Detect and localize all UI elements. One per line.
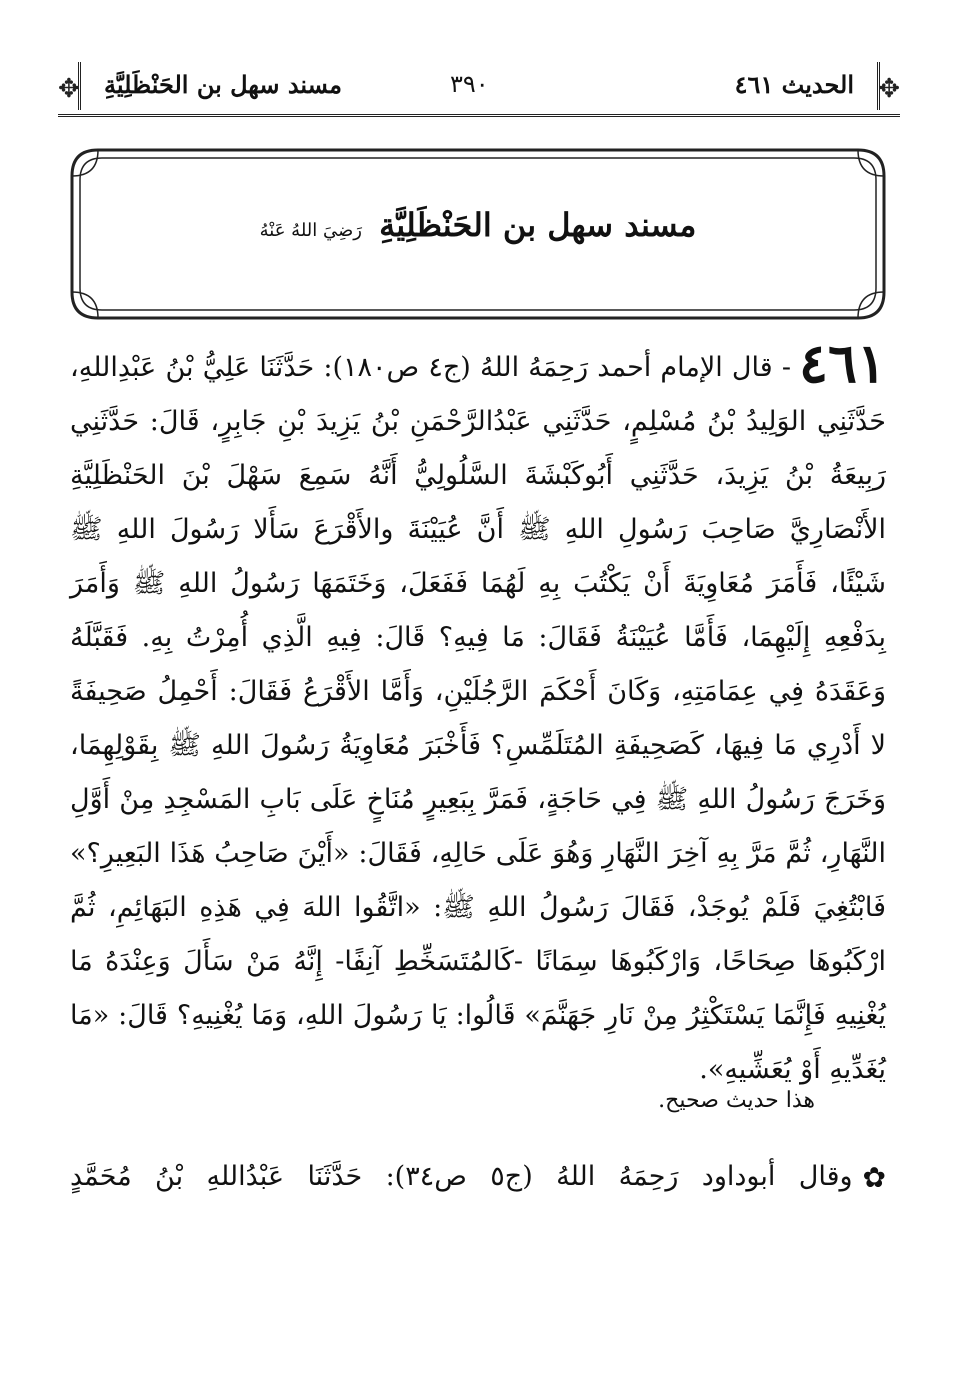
ornament-left-icon: ✥: [58, 74, 80, 104]
running-header: [58, 62, 900, 117]
hadith-number: ٤٦١: [798, 331, 886, 395]
next-hadith-text: وقال أبوداود رَحِمَهُ اللهُ (ج٥ ص٣٤): حَدَّثَنَا عَبْدُاللهِ بْنُ مُحَمَّدٍ: [70, 1161, 853, 1192]
ornament-right-icon: ✥: [878, 74, 900, 104]
flower-icon: ✿: [862, 1161, 886, 1194]
hadith-dash: -: [781, 352, 791, 383]
title-frame: [68, 146, 888, 322]
hadith-text: قال الإمام أحمد رَحِمَهُ اللهُ (ج٤ ص١٨٠): حَدَّثَنَا عَلِيُّ بْنُ عَبْدِاللهِ، حَدَّثَنِي الوَلِيدُ بْنُ مُسْلِمٍ، حَدَّثَنِي عَبْدُالرَّحْمَنِ بْنُ يَزِيدَ بْنِ جَابِرٍ، قَالَ: حَدَّثَنِي رَبِيعَةُ بْنُ يَزِيدَ، حَدَّثَنِي أَبُوكَبْشَةَ السَّلُولِيُّ أَنَّهُ سَمِعَ سَهْلَ بْنَ الحَنْظَلِيَّةِ الأَنْصَارِيَّ صَاحِبَ رَسُولِ اللهِ ﷺ أَنَّ عُيَيْنَةَ والأَقْرَعَ سَأَلا رَسُولَ اللهِ ﷺ شَيْئًا، فَأَمَرَ مُعَاوِيَةَ أَنْ يَكْتُبَ بِهِ لَهُمَا فَفَعَلَ، وَخَتَمَهَا رَسُولُ اللهِ ﷺ وَأَمَرَ بِدَفْعِهِ إِلَيْهِمَا، فَأَمَّا عُيَيْنَةُ فَقَالَ: مَا فِيهِ؟ قَالَ: فِيهِ الَّذِي أُمِرْتُ بِهِ. فَقَبَّلَهُ وَعَقَدَهُ فِي عِمَامَتِهِ، وَكَانَ أَحْكَمَ الرَّجُلَيْنِ، وَأَمَّا الأَقْرَعُ فَقَالَ: أَحْمِلُ صَحِيفَةً لا أَدْرِي مَا فِيهَا، كَصَحِيفَةِ المُتَلَمِّسِ؟ فَأَخْبَرَ مُعَاوِيَةُ رَسُولَ اللهِ ﷺ بِقَوْلِهِمَا، وَخَرَجَ رَسُولُ اللهِ ﷺ فِي حَاجَةٍ، فَمَرَّ بِبَعِيرٍ مُنَاخٍ عَلَى بَابِ المَسْجِدِ مِنْ أَوَّلِ النَّهَارِ، ثُمَّ مَرَّ بِهِ آخِرَ النَّهَارِ وَهُوَ عَلَى حَالِهِ، فَقَالَ: «أَيْنَ صَاحِبُ هَذَا البَعِيرِ؟» فَابْتُغِيَ فَلَمْ يُوجَدْ، فَقَالَ رَسُولُ اللهِ ﷺ: «اتَّقُوا اللهَ فِي هَذِهِ البَهَائِمِ، ثُمَّ ارْكَبُوهَا صِحَاحًا، وَارْكَبُوهَا سِمَانًا -كَالمُتَسَخِّطِ آنِفًا- إِنَّهُ مَنْ سَأَلَ وَعِنْدَهُ مَا يُغْنِيهِ فَإِنَّمَا يَسْتَكْثِرُ مِنْ نَارِ جَهَنَّمَ» قَالُوا: يَا رَسُولَ اللهِ، وَمَا يُغْنِيهِ؟ قَالَ: «مَا يُغَدِّيهِ أَوْ يُعَشِّيهِ».: [70, 352, 886, 1085]
hadith-block: [70, 331, 886, 1097]
next-hadith-line: [70, 1150, 886, 1205]
section-title-text: مسند سهل بن الحَنْظَلِيَّةِ: [379, 206, 697, 244]
page-number: ٣٩٠: [450, 70, 489, 98]
header-chapter-title: مسند سهل بن الحَنْظَلِيَّةِ: [104, 70, 342, 99]
hadith-verdict: هذا حديث صحيح.: [658, 1088, 815, 1113]
section-title: [68, 206, 888, 244]
header-hadith-label: الحديث ٤٦١: [734, 70, 854, 99]
honorific: رَضِيَ اللهُ عَنْهُ: [259, 220, 362, 241]
